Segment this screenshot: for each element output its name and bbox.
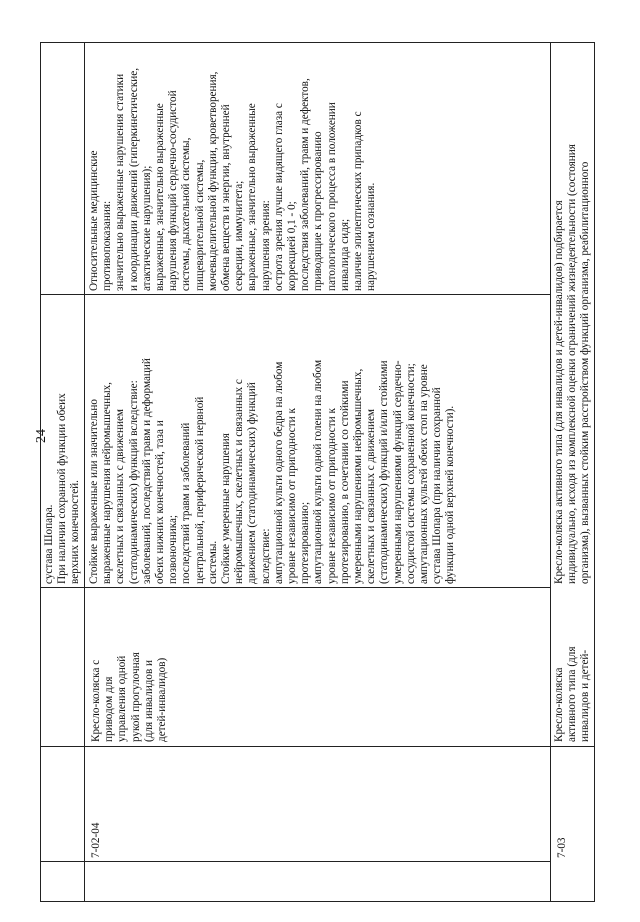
- col-divider-1: [40, 861, 550, 862]
- col-divider-4: [40, 294, 550, 295]
- col-divider-3: [40, 587, 550, 588]
- col-divider-2: [40, 746, 595, 747]
- row1-contraindications: Относительные медицинские противопоказания: значительно выраженные нарушения статики и координации движений (гиперкинетические, атактические нарушения); выраженные, значительно выраженные нарушения функций сердечно-сосудистой системы, дыхательной системы, пищеварительной системы, мочевыделительной функции, кроветворения, обмена веществ и энергии, внутренней секреции, иммунитета; выраженные, значительно выраженные нарушения зрения: острота зрения лучше видящего глаза с коррекцией 0,1 - 0; последствия заболеваний, травм и дефектов, приводящие к прогрессированию патологического процесса в положении инвалида сидя; наличие эпилептических припадков с нарушением сознания.: [88, 67, 378, 291]
- row1-code: 7-02-04: [90, 822, 102, 858]
- row-divider-2: [550, 42, 551, 902]
- row1-indications: Стойкие выраженные или значительно выраженные нарушения нейромышечных, скелетных и связанных с движением (статодинамических) функций вследствие: заболеваний, последствий травм и деформаций обеих нижних конечностей, таза и позвоночника; последствий травм и заболеваний центральной, периферической нервной системы. Стойкие умеренные нарушения нейромышечных, скелетных и связанных с движением (статодинамических) функций вследствие: ампутационной культи одного бедра на любом уровне независимо от пригодности к протезированию; ампутационной культи одной голени на любом уровне независимо от пригодности к протезированию, в сочетании со стойкими умеренными нарушениями нейромышечных, скелетных и связанных с движением (статодинамических) функций и/или стойкими умеренными нарушениями функций сердечно- сосудистой системы сохраненной конечности; ампутационных культей обеих стоп на уровне сустава Шопара (при наличии сохранной функции одной верхней конечности).: [88, 358, 457, 584]
- row1-product-name: Кресло-коляска с приводом для управления одной рукой прогулочная (для инвалидов и детей-инвалидов): [90, 652, 169, 742]
- continuation-text: сустава Шопара. При наличии сохранной функции обеих верхних конечностей.: [43, 393, 82, 584]
- page-number: 24: [34, 429, 49, 443]
- row2-product-name: Кресло-коляска активного типа (для инвалидов и детей-: [553, 646, 592, 742]
- row-divider-1: [84, 42, 85, 902]
- row2-code: 7-03: [556, 837, 568, 858]
- rotated-table-page: [40, 42, 595, 902]
- row2-description: Кресло-коляска активного типа (для инвалидов и детей-инвалидов) подбирается индивидуально, исходя из комплексной оценки ограничений жизнедеятельности (состояния организма), вызванных стойким расстройством функций организма, реабилитационного: [553, 144, 592, 584]
